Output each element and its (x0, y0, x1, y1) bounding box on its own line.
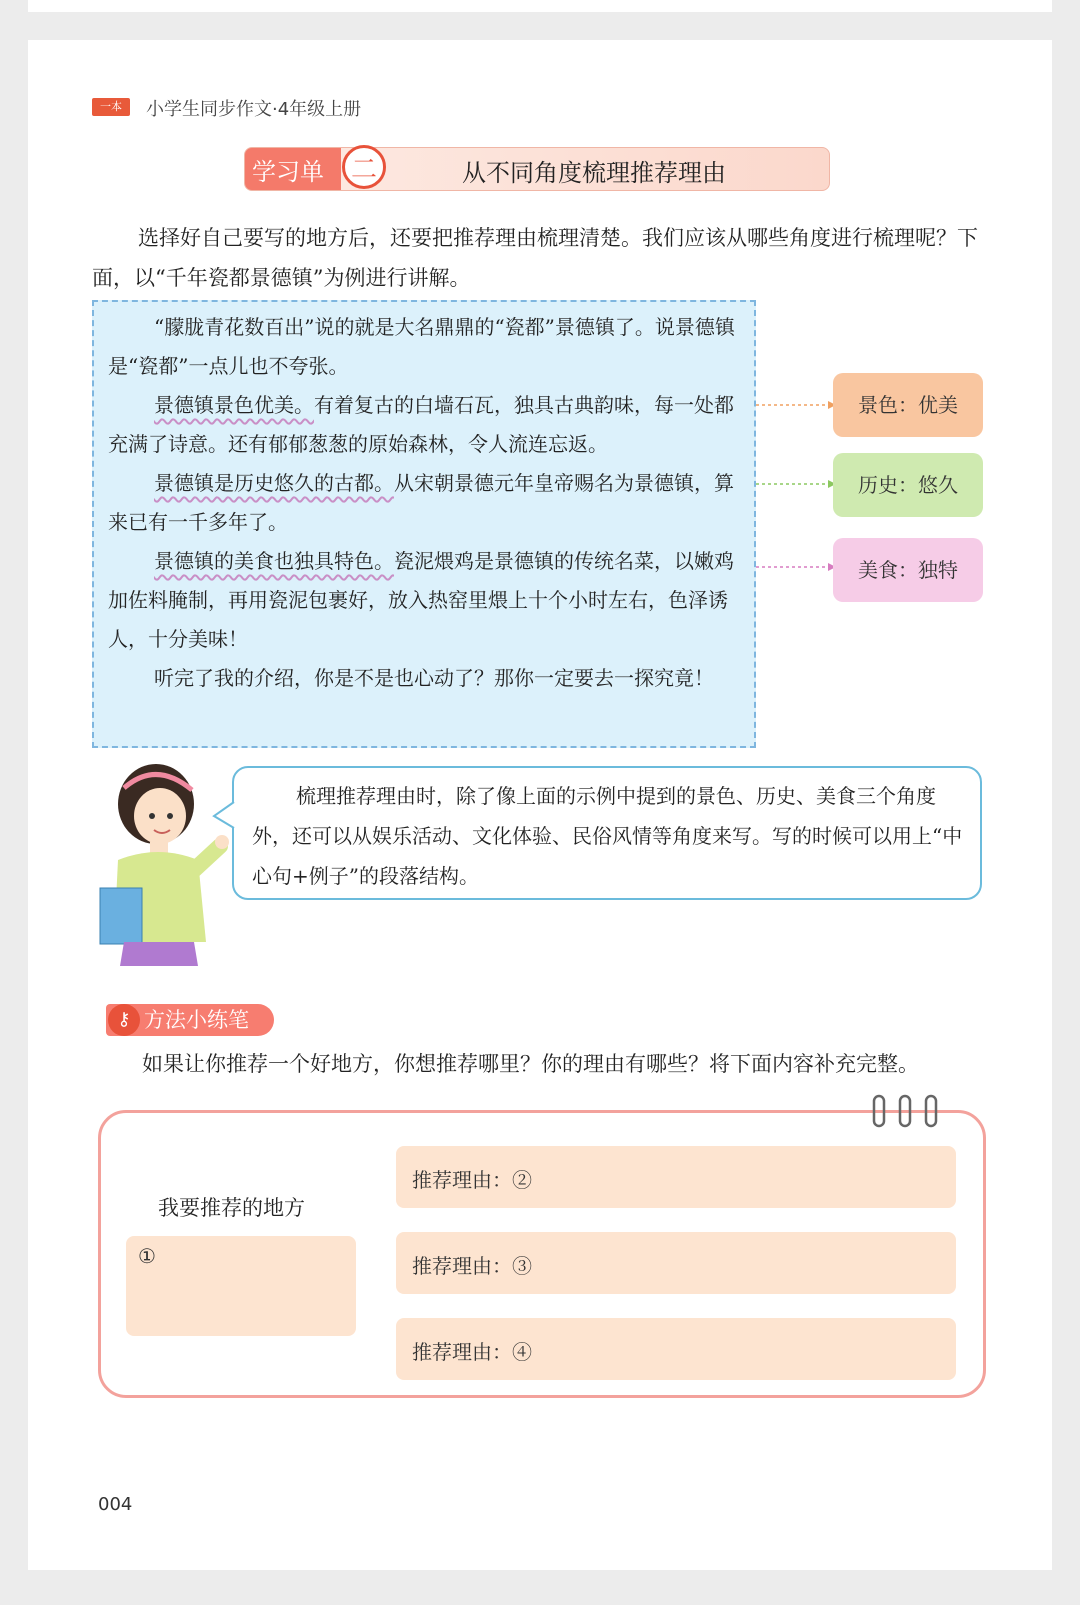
section-number: 二 (342, 145, 386, 189)
connector-arrows (756, 395, 836, 575)
teacher-illustration (94, 760, 234, 972)
tag-food: 美食：独特 (833, 538, 983, 602)
previous-page-edge (28, 0, 1052, 12)
speech-bubble-tail (212, 800, 236, 830)
place-field-number: ① (138, 1244, 156, 1268)
reason-label-3: 推荐理由：④ (412, 1340, 532, 1364)
key-icon: ⚷ (108, 1004, 140, 1036)
essay-paragraph-4: 景德镇的美食也独具特色。瓷泥煨鸡是景德镇的传统名菜，以嫩鸡加佐料腌制，再用瓷泥包裹好，放入热窑里煨上十个小时左右，色泽诱人，十分美味！ (108, 549, 734, 651)
method-practice-label: 方法小练笔 (106, 1004, 274, 1036)
tag-history: 历史：悠久 (833, 453, 983, 517)
section-tag: 学习单 (252, 158, 324, 186)
essay-paragraph-2: 景德镇景色优美。有着复古的白墙石瓦，独具古典韵味，每一处都充满了诗意。还有郁郁葱葱的原始森林，令人流连忘返。 (108, 393, 734, 456)
reason-label-1: 推荐理由：② (412, 1168, 532, 1192)
recommended-place-label: 我要推荐的地方 (158, 1196, 305, 1220)
practice-prompt: 如果让你推荐一个好地方，你想推荐哪里？你的理由有哪些？将下面内容补充完整。 (142, 1052, 919, 1076)
topic-sentence-history: 景德镇是历史悠久的古都。 (154, 471, 394, 495)
recommended-place-field[interactable] (126, 1236, 356, 1336)
binder-rings-icon (868, 1094, 958, 1130)
essay-paragraph-1: “朦胧青花数百出”说的就是大名鼎鼎的“瓷都”景德镇了。说景德镇是“瓷都”一点儿也不夸张。 (108, 315, 735, 378)
reason-label-2: 推荐理由：③ (412, 1254, 532, 1278)
publisher-logo: 一本 (92, 98, 130, 116)
tag-scenery: 景色：优美 (833, 373, 983, 437)
page-number: 004 (98, 1494, 133, 1515)
book-title: 小学生同步作文·4年级上册 (146, 99, 362, 120)
essay-paragraph-3: 景德镇是历史悠久的古都。从宋朝景德元年皇帝赐名为景德镇，算来已有一千多年了。 (108, 471, 734, 534)
teacher-tip-text: 梳理推荐理由时，除了像上面的示例中提到的景色、历史、美食三个角度外，还可以从娱乐活动、文化体验、民俗风情等角度来写。写的时候可以用上“中心句+例子”的段落结构。 (252, 784, 963, 888)
topic-sentence-scenery: 景德镇景色优美。 (154, 393, 314, 417)
intro-paragraph: 选择好自己要写的地方后，还要把推荐理由梳理清楚。我们应该从哪些角度进行梳理呢？下面，以“千年瓷都景德镇”为例进行讲解。 (92, 226, 978, 290)
essay-paragraph-5: 听完了我的介绍，你是不是也心动了？那你一定要去一探究竟！ (154, 666, 714, 690)
section-title: 从不同角度梳理推荐理由 (462, 159, 726, 187)
topic-sentence-food: 景德镇的美食也独具特色。 (154, 549, 394, 573)
